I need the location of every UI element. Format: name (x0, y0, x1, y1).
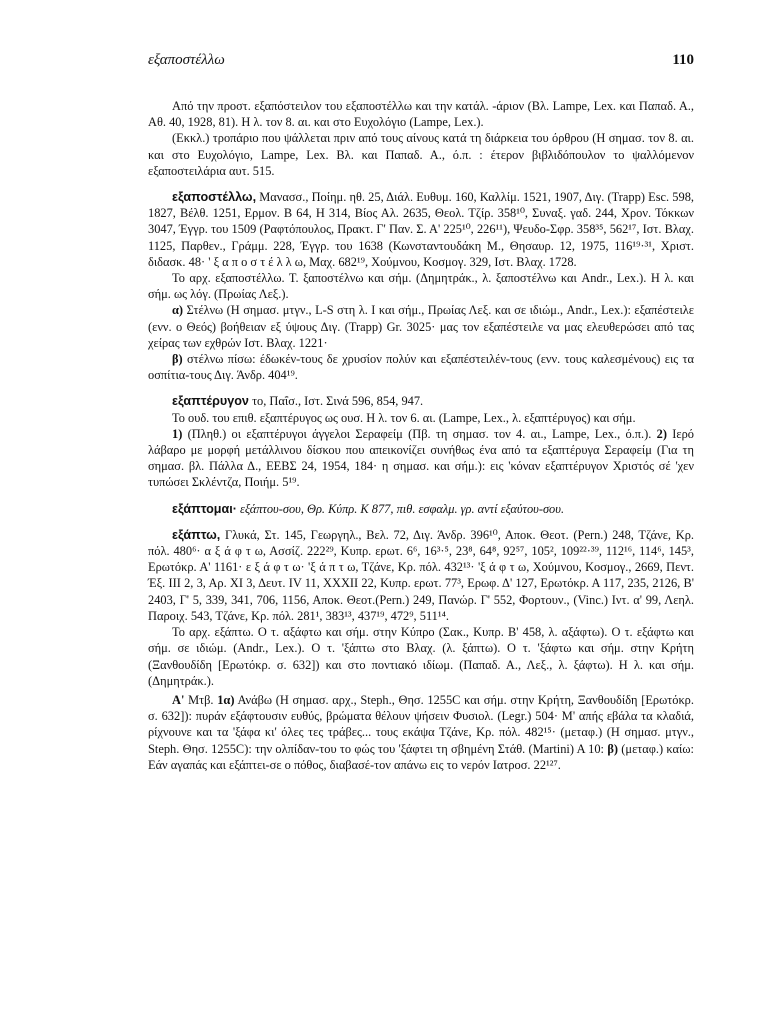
etymology: Το αρχ. εξάπτω. Ο τ. αξάφτω και σήμ. στην Κύπρο (Σακ., Κυπρ. Β' 458, λ. αξάφτω). Ο τ. εξάφτω και σήμ. σε ιδιώμ. (Andr., Lex.). Ο τ. 'ξάπτω στο Βλαχ. (λ. ξάπτω). Ο τ. 'ξάφτω και σήμ. στην Κρήτη (Ξανθουδίδη [Ερωτόκρ. σ. 632]) και στο ποντιακό ιδίωμ. (Παπαδ. Α., Λεξ., λ. ξάφτω). Η λ. και σήμ. (Δημητράκ.). (148, 625, 694, 688)
headword: εξαπτέρυγον (172, 394, 249, 409)
headword: εξαποστέλλω, (172, 190, 257, 205)
sense-text: Στέλνω (Η σημασ. μτγν., L-S στη λ. I και σήμ., Πρωίας Λεξ. και σε ιδιώμ., Andr., Lex.): εξαπέστειλε (ενν. ο Θεός) βοήθειαν εξ ύψους Διγ. (Trapp) Gr. 3025· μας τον εξαπέστειλε να μας ελευθερώσει από τας χείρας των εχθρών Ιστ. Βλαχ. 1221· (148, 303, 694, 350)
entry-text: εξάπτου-σου, Θρ. Κύπρ. Κ 877, πιθ. εσφαλμ. γρ. αντί εξαύτου-σου. (240, 501, 565, 516)
citations: Γλυκά, Στ. 145, Γεωργηλ., Βελ. 72, Διγ. Άνδρ. 396¹⁰, Αποκ. Θεοτ. (Pern.) 248, Τζάνε, Κρ. πόλ. 480⁶· α ξ ά φ τ ω, Ασσίζ. 222²⁹, Κυπρ. ερωτ. 6⁶, 16³·⁵, 23⁸, 64⁸, 92⁵⁷, 105², 109²²·³⁹, 112¹⁶, 114⁶, 145³, Ερωτόκρ. Α' 1161· ε ξ ά φ τ ω· 'ξ ά π τ ω, Τζάνε, Κρ. πόλ. 432¹³· 'ξ ά φ τ ω, Χούμνου, Κοσμογ., 2669, Πεντ. Έξ. ΙΙΙ 2, 3, Αρ. ΧΙ 3, Δευτ. IV 11, ΧΧΧΙΙ 22, Κυπρ. ερωτ. 77³, Ερωφ. Δ' 127, Ερωτόκρ. Α 117, 235, 2126, Β' 2403, Γ' 5, 339, 341, 706, 1156, Αποκ. Θεοτ.(Pern.) 249, Πανώρ. Γ' 552, Φορτουν., (Vinc.) Ιντ. α' 99, Λεηλ. Παροιχ. 543, Τζάνε, Κρ. πόλ. 281¹, 383¹³, 437¹⁹, 472⁹, 511¹⁴. (148, 527, 694, 623)
sense-A (148, 692, 694, 773)
sense-b (148, 351, 694, 383)
entry-exapterygon (148, 393, 694, 409)
sense-pre: Μτβ. (188, 692, 214, 707)
sense-a (148, 302, 694, 351)
text-column (148, 98, 694, 773)
sense-text: (Πληθ.) οι εξαπτέρυγοι άγγελοι Σεραφείμ (Πβ. τη σημασ. τον 4. αι., Lampe, Lex., ό.π.). (187, 426, 652, 441)
page-number: 110 (672, 52, 694, 68)
sense-text: (μεταφ.) καίω: Εάν αγαπάς και εξάπτει-σε ο πόθος, διαβασέ-τον απάνω εις το νερόν Ιατροσ. 22¹²⁷. (148, 741, 694, 772)
prev-entry-sense: (Εκκλ.) τροπάριο που ψάλλεται πριν από τους αίνους κατά τη διάρκεια του όρθρου (Η σημασ. τον 8. αι. και στο Ευχολόγιο, Lampe, Lex. Βλ. και Παπαδ. Α., ό.π. : έτερον βιβλιδόπουλον το ψαλλόμενον εξαποστειλάρια αυτ. 515. (148, 131, 694, 178)
prev-entry-etymology: Από την προστ. εξαπόστειλον του εξαποστέλλω και την κατάλ. -άριον (Βλ. Lampe, Lex. και Παπαδ. Α., Αθ. 40, 1928, 81). Η λ. τον 8. αι. και στο Ευχολόγιο (Lampe, Lex.). (148, 99, 694, 130)
sense-label: α) (172, 303, 184, 318)
entry-exapostello (148, 189, 694, 270)
entry-exapto (148, 527, 694, 624)
page-header (148, 52, 694, 74)
sense-text: Ιερό λάβαρο με μορφή μετάλλινου δίσκου που απεικονίζει συνήθως ένα από τα εξαπτέρυγα Σεραφείμ (Για τη σημασ. βλ. Πάλλα Δ., ΕΕΒΣ 24, 1954, 184· η σημασ. και σήμ.): εις 'κόναν εξαπτέρυγον Χριστός σέ 'χεν τυπώσει Σκλέντζα, Ποιήμ. 5¹⁹. (148, 426, 694, 490)
headword: εξάπτω, (172, 527, 221, 542)
sense-label: 2) (656, 426, 667, 441)
sense-label: 1) (172, 426, 183, 441)
running-head: εξαποστέλλω (148, 52, 225, 68)
sense-1 (148, 426, 694, 491)
sense-label: β) (607, 741, 618, 756)
sense-label: Α' (172, 692, 185, 707)
headword: εξάπτομαι· (172, 501, 237, 516)
etymology: Το ουδ. του επιθ. εξαπτέρυγος ως ουσ. Η λ. τον 6. αι. (Lampe, Lex., λ. εξαπτέρυγος) και σήμ. (172, 410, 636, 425)
sense-label: 1α) (217, 692, 235, 707)
sense-text: Ανάβω (Η σημασ. αρχ., Steph., Θησ. 1255C και σήμ. στην Κρήτη, Ξανθουδίδη [Ερωτόκρ. σ. 632]): πυράν εξάφτουσιν ευθύς, βρώματα θέλουν ψήσειν Φυσιολ. (Legr.) 504· Μ' απής εβάλα τα κλαδιά, ρίχνουνε και τα 'ξάφα κι' όλες τες τράβες... τους εκάψα Τζάνε, Κρ. πόλ. 482¹⁵· (μεταφ.) (Η σημασ. μτγν., Steph. Θησ. 1255C): την ολπίδαν-του το φώς του 'ξάφτει τη σβημένη Στάθ. (Martini) Α 10: (148, 692, 694, 756)
citations: Μανασσ., Ποίημ. ηθ. 25, Διάλ. Ευθυμ. 160, Καλλίμ. 1521, 1907, Διγ. (Trapp) Esc. 598, 1827, Βέλθ. 1251, Ερμον. Β 64, Η 314, Βίος Αλ. 2635, Θεολ. Τζίρ. 358¹⁰, Συναξ. γαδ. 244, Χρον. Τόκκων 3047, Έγγρ. του 1509 (Ραφτόπουλος, Πρακτ. Γ' Παν. Σ. Α' 225¹⁰, 226¹¹), Ψευδο-Σφρ. 358³⁵, 562¹⁷, Ιστ. Βλαχ. 1125, Παρθεν., Γράμμ. 228, Έγγρ. του 1638 (Κωνσταντουδάκη Μ., Θησαυρ. 12, 1975, 116¹⁹·³¹, Χριστ. διδασκ. 48· ' ξ α π ο σ τ έ λ λ ω, Μαχ. 682¹⁹, Χούμνου, Κοσμογ. 329, Ιστ. Βλαχ. 1728. (148, 190, 694, 269)
entry-exaptomai (148, 501, 694, 517)
sense-text: στέλνω πίσω: έδωκέν-τους δε χρυσίον πολύν και εξαπέστειλέν-τους (ενν. τους καλεσμένους) εις τα οσπίτια-τους Διγ. Άνδρ. 404¹⁹. (148, 352, 694, 383)
etymology: Το αρχ. εξαποστέλλω. Τ. ξαποστέλνω και σήμ. (Δημητράκ., λ. ξαποστέλνω και Andr., Lex.). Η λ. και σήμ. ως λόγ. (Πρωίας Λεξ.). (148, 271, 694, 302)
citations: το, Παΐσ., Ιστ. Σινά 596, 854, 947. (252, 394, 424, 409)
sense-label: β) (172, 352, 183, 367)
